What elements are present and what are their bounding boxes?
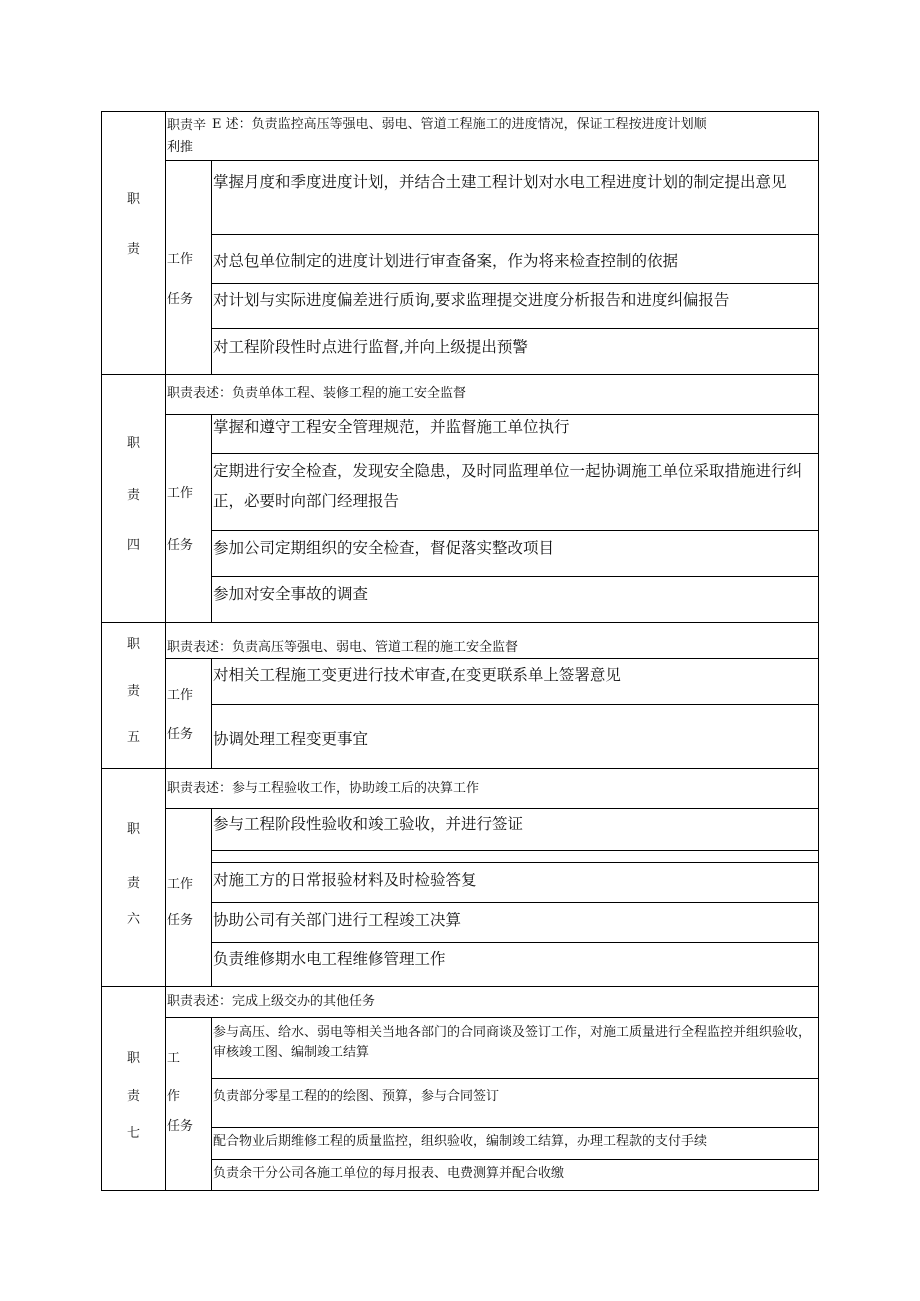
task-label: 作 bbox=[167, 1089, 181, 1104]
desc-text: ：负责单体工程、装修工程的施工安全监督 bbox=[219, 386, 467, 401]
section-label-char: 责 bbox=[126, 684, 140, 699]
section-label-char: 职 bbox=[126, 637, 140, 652]
section-label-char: 责 bbox=[126, 876, 140, 891]
column-divider bbox=[211, 808, 212, 986]
task-item: 对总包单位制定的进度计划进行审查备案，作为将来检查控制的依据 bbox=[213, 252, 679, 270]
task-label: 工作 bbox=[167, 486, 194, 501]
section-label-char: 六 bbox=[126, 912, 140, 927]
task-label: 工作 bbox=[167, 877, 194, 892]
task-item: 对工程阶段性时点进行监督,并向上级提出预警 bbox=[213, 338, 528, 356]
task-label: 工作 bbox=[167, 688, 194, 703]
desc-text: ：完成上级交办的其他任务 bbox=[219, 994, 376, 1009]
section-label-char: 职 bbox=[126, 1051, 140, 1066]
section-label-char: 五 bbox=[126, 730, 140, 745]
row-divider bbox=[211, 1078, 818, 1079]
desc-label: 职责辛 bbox=[167, 118, 207, 133]
task-label: 任务 bbox=[167, 292, 194, 307]
desc-label: 利推 bbox=[167, 140, 194, 155]
task-item: 参与工程阶段性验收和竣工验收，并进行签证 bbox=[213, 815, 524, 833]
responsibility-table bbox=[101, 111, 819, 1191]
column-divider bbox=[211, 658, 212, 768]
task-item: 对相关工程施工变更进行技术审查,在变更联系单上签署意见 bbox=[213, 666, 621, 684]
task-item: 负责余干分公司各施工单位的每月报表、电费测算并配合收缴 bbox=[213, 1166, 565, 1181]
row-divider bbox=[211, 453, 818, 454]
row-divider bbox=[211, 328, 818, 329]
task-label: 任务 bbox=[167, 538, 194, 553]
task-label: 任务 bbox=[167, 913, 194, 928]
row-divider bbox=[165, 1017, 818, 1018]
section-divider bbox=[102, 622, 818, 623]
task-item: 对施工方的日常报验材料及时检验答复 bbox=[213, 871, 477, 889]
section-label-char: 职 bbox=[126, 822, 140, 837]
task-item: 参加对安全事故的调查 bbox=[213, 585, 369, 603]
column-divider bbox=[211, 160, 212, 374]
task-label: 工作 bbox=[167, 252, 194, 267]
section-label-char: 责 bbox=[126, 488, 140, 503]
task-item: 对计划与实际进度偏差进行质询,要求监理提交进度分析报告和进度纠偏报告 bbox=[213, 291, 730, 309]
task-item: 参加公司定期组织的安全检查，督促落实整改项目 bbox=[213, 539, 555, 557]
row-divider bbox=[211, 283, 818, 284]
task-label: 任务 bbox=[167, 727, 194, 742]
task-label: 任务 bbox=[167, 1119, 194, 1134]
task-item: 协调处理工程变更事宜 bbox=[213, 730, 369, 748]
column-divider bbox=[165, 112, 166, 1190]
task-item: 负责维修期水电工程维修管理工作 bbox=[213, 950, 446, 968]
row-divider bbox=[211, 1127, 818, 1128]
row-divider bbox=[211, 862, 818, 863]
column-divider bbox=[211, 414, 212, 622]
task-item: 配合物业后期维修工程的质量监控，组织验收，编制竣工结算，办理工程款的支付手续 bbox=[213, 1134, 708, 1149]
section-label-char: 职 bbox=[126, 192, 140, 207]
desc-text: ：参与工程验收工作，协助竣工后的决算工作 bbox=[219, 781, 480, 796]
row-divider bbox=[211, 234, 818, 235]
task-item: 参与高压、给水、弱电等相关当地各部门的合同商谈及签订工作，对施工质量进行全程监控并组织验收，审核竣工图、编制竣工结算 bbox=[213, 1025, 812, 1060]
desc-text: E 述：负责监控高压等强电、弱电、管道工程施工的进度情况，保证工程按进度计划顺 bbox=[212, 117, 707, 132]
section-label-char: 四 bbox=[126, 538, 140, 553]
task-item: 定期进行安全检查，发现安全隐患，及时同监理单位一起协调施工单位采取措施进行纠正，必要时向部门经理报告 bbox=[213, 462, 803, 510]
row-divider bbox=[211, 530, 818, 531]
task-item: 负责部分零星工程的的绘图、预算，参与合同签订 bbox=[213, 1089, 500, 1104]
task-label: 工 bbox=[167, 1051, 181, 1066]
row-divider bbox=[211, 850, 818, 851]
section-label-char: 职 bbox=[126, 436, 140, 451]
section-divider bbox=[102, 986, 818, 987]
row-divider bbox=[211, 1159, 818, 1160]
row-divider bbox=[211, 576, 818, 577]
desc-label: 职责表述 bbox=[167, 781, 220, 796]
desc-text: ：负责高压等强电、弱电、管道工程的施工安全监督 bbox=[219, 640, 519, 655]
section-label-char: 七 bbox=[126, 1126, 140, 1141]
row-divider bbox=[165, 658, 818, 659]
row-divider bbox=[211, 902, 818, 903]
desc-label: 职责表述 bbox=[167, 994, 220, 1009]
row-divider bbox=[211, 942, 818, 943]
desc-label: 职责表述 bbox=[167, 640, 220, 655]
row-divider bbox=[211, 704, 818, 705]
section-label-char: 责 bbox=[126, 242, 140, 257]
section-divider bbox=[102, 768, 818, 769]
task-item: 掌握和遵守工程安全管理规范，并监督施工单位执行 bbox=[213, 418, 570, 436]
section-divider bbox=[102, 374, 818, 375]
row-divider bbox=[165, 160, 818, 161]
task-item: 掌握月度和季度进度计划，并结合土建工程计划对水电工程进度计划的制定提出意见 bbox=[213, 173, 787, 191]
column-divider bbox=[211, 1017, 212, 1190]
task-item: 协助公司有关部门进行工程竣工决算 bbox=[213, 911, 462, 929]
desc-label: 职责表述 bbox=[167, 386, 220, 401]
section-label-char: 责 bbox=[126, 1089, 140, 1104]
